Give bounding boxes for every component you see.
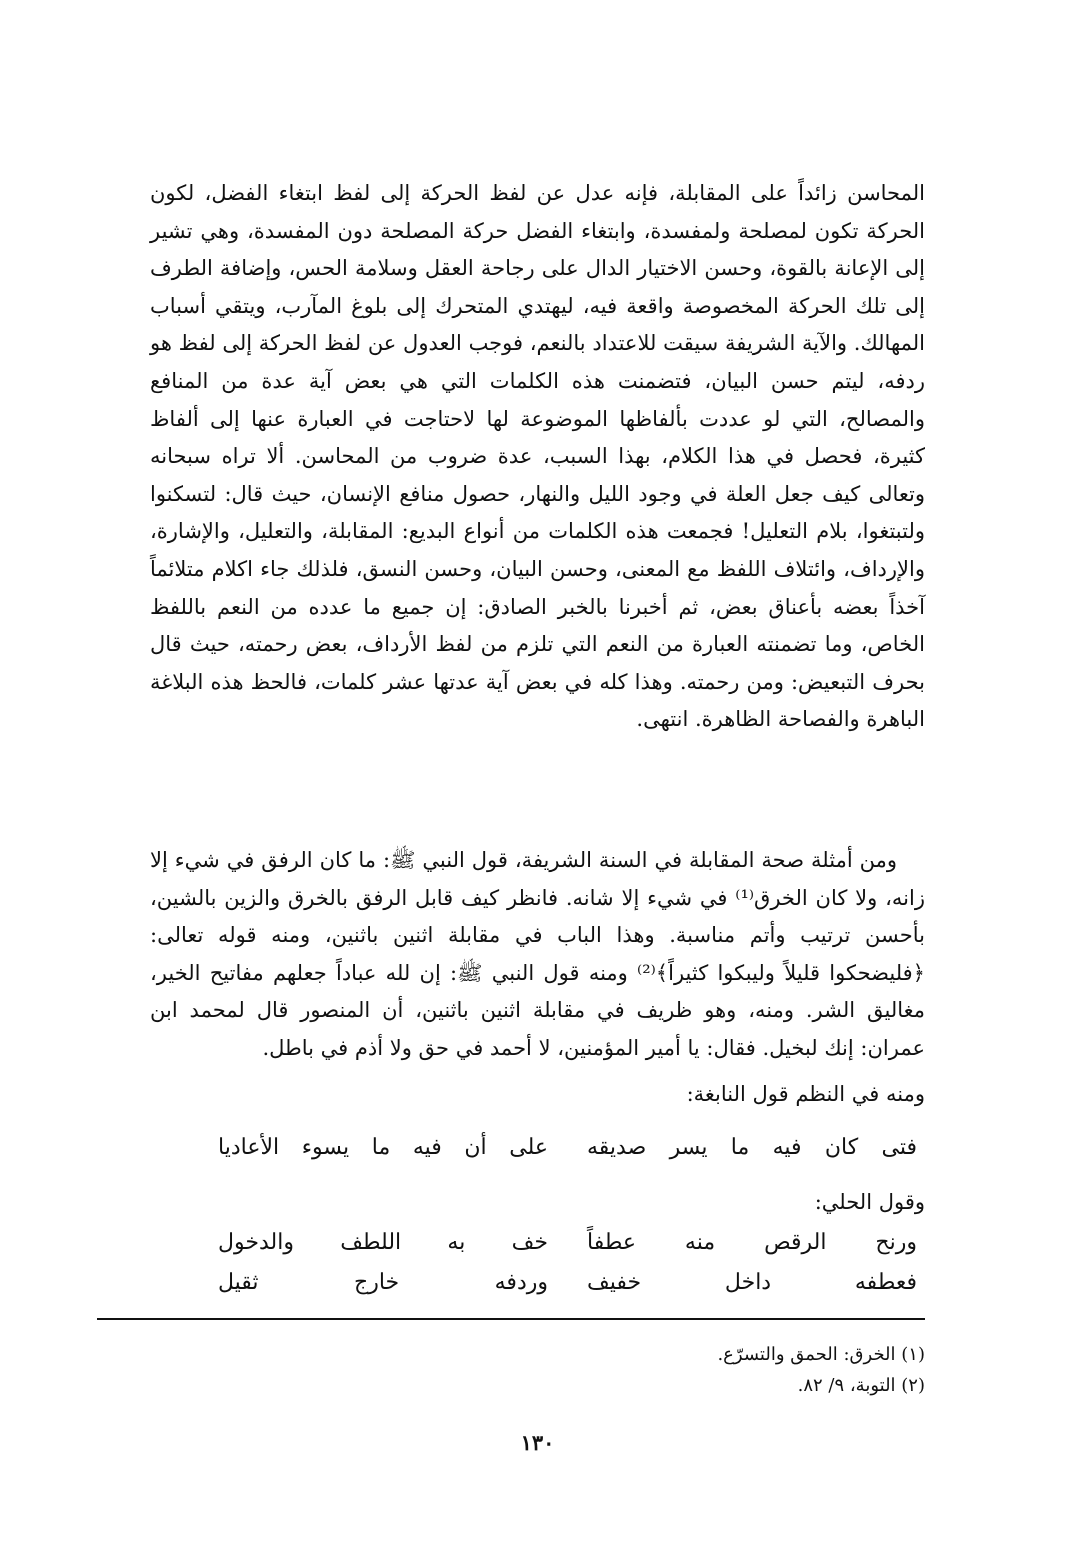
footnote-1: (١) الخرق: الحمق والتسرّع. xyxy=(717,1344,925,1365)
verse-nabigha-first-hemistich: فتى كان فيه ما يسر صديقه xyxy=(587,1135,917,1160)
paragraph-examples: ومن أمثلة صحة المقابلة في السنة الشريفة، قول النبي ﷺ: ما كان الرفق في شيء إلا زانه، ولا كان الخرق⁽¹⁾ في شيء إلا شانه. فانظر كيف قابل الرفق بالخرق والزين بالشين، بأحسن ترتيب وأتم مناسبة. وهذا الباب في مقابلة اثنين باثنين، ومنه قوله تعالى: ﴿فليضحكوا قليلاً وليبكوا كثيراً﴾⁽²⁾ ومنه قول النبي ﷺ: إن لله عباداً جعلهم مفاتيح الخير، مغاليق الشر. ومنه، وهو ظريف في مقابلة اثنين باثنين، أن المنصور قال لمحمد ابن عمران: إنك لبخيل. فقال: يا أمير المؤمنين، لا أحمد في حق ولا أذم في باطل. xyxy=(150,848,925,1060)
verse-hilli-1-second-hemistich: خف به اللطف والدخول xyxy=(218,1230,548,1255)
hilli-intro: وقول الحلي: xyxy=(814,1190,925,1214)
verse-hilli-1-first-hemistich: ورنح الرقص منه عطفاً xyxy=(587,1230,917,1255)
nabigha-intro: ومنه في النظم قول النابغة: xyxy=(686,1082,925,1106)
paragraph-continuation: المحاسن زائداً على المقابلة، فإنه عدل عن لفظ الحركة إلى لفظ ابتغاء الفضل، لكون الحركة تكون لمصلحة ولمفسدة، وابتغاء الفضل حركة المصلحة دون المفسدة، وهي تشير إلى الإعانة بالقوة، وحسن الاختيار الدال على رجاحة العقل وسلامة الحس، وإضافة الطرف إلى تلك الحركة المخصوصة واقعة فيه، ليهتدي المتحرك إلى بلوغ المآرب، ويتقي أسباب المهالك. والآية الشريفة سيقت للاعتداد بالنعم، فوجب العدول عن لفظ الحركة إلى لفظ هو ردفه، ليتم حسن البيان، فتضمنت هذه الكلمات التي هي بعض آية عدة من المنافع والمصالح، التي لو عددت بألفاظها الموضوعة لها لاحتاجت في العبارة عنها إلى ألفاظ كثيرة، فحصل في هذا الكلام، بهذا السبب، عدة ضروب من المحاسن. ألا تراه سبحانه وتعالى كيف جعل العلة في وجود الليل والنهار، حصول منافع الإنسان، حيث قال: لتسكنوا ولتبتغوا، بلام التعليل! فجمعت هذه الكلمات من أنواع البديع: المقابلة، والتعليل، والإشارة، والإرداف، وائتلاف اللفظ مع المعنى، وحسن البيان، وحسن النسق، فلذلك جاء اكلام متلائماً آخذاً بعضه بأعناق بعض، ثم أخبرنا بالخبر الصادق: إن جميع ما عدده من النعم باللفظ الخاص، وما تضمنته العبارة من النعم التي تلزم من لفظ الأرداف، بعض رحمته، حيث قال بحرف التبعيض: ومن رحمته. وهذا كله في بعض آية عدتها عشر كلمات، فالحظ هذه البلاغة الباهرة والفصاحة الظاهرة. انتهى. xyxy=(150,181,925,732)
footnote-divider xyxy=(97,1318,925,1320)
verse-nabigha-second-hemistich: على أن فيه ما يسوء الأعاديا xyxy=(218,1135,548,1160)
verse-hilli-2-first-hemistich: فعطفه داخل خفيف xyxy=(587,1270,917,1295)
verse-hilli-2-second-hemistich: وردفه خارج ثقيل xyxy=(218,1270,548,1295)
footnote-2: (٢) التوبة، ٩/ ٨٢. xyxy=(797,1375,925,1396)
page-number: ١٣٠ xyxy=(520,1430,555,1455)
